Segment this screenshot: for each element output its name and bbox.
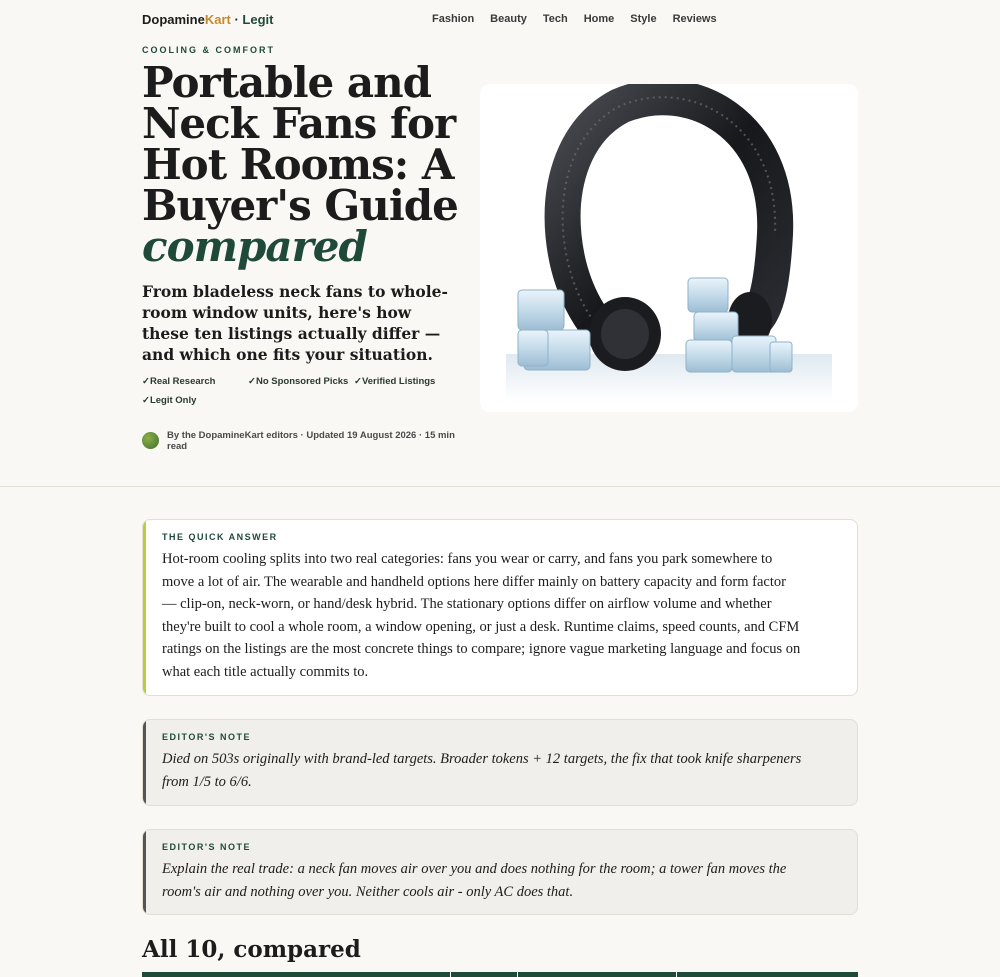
nav-link-beauty[interactable]: Beauty xyxy=(490,13,527,25)
quick-answer-body: Hot-room cooling splits into two real categories: fans you wear or carry, and fans you park somewhere to move a lot of air. The wearable and handheld options here differ mainly on battery capacity and form factor — clip-on, neck-worn, or hand/desk hybrid. The stationary options differ on airflow volume and whether they're built to cool a whole room, a window opening, or just a desk. Runtime claims, speed counts, and CFM ratings on the listings are the most concrete things to compare; ignore vague marketing language and focus on what each title actually commits to. xyxy=(162,551,801,680)
table-column-divider xyxy=(517,972,518,977)
brand-accent: Kart xyxy=(204,12,231,27)
top-nav xyxy=(0,0,1000,40)
title-text: Portable and Neck Fans for Hot Rooms: A Buyer's Guide xyxy=(142,58,458,230)
neck-fan-product-image xyxy=(480,84,858,412)
editors-note-label: EDITOR'S NOTE xyxy=(162,732,251,742)
site-logo[interactable] xyxy=(142,12,273,27)
editors-note-body: Died on 503s originally with brand-led targets. Broader tokens + 12 targets, the fix that took knife sharpeners from 1/5 to 6/6. xyxy=(162,751,802,790)
table-column-divider xyxy=(450,972,451,977)
badge-legit-only: ✓Legit Only xyxy=(142,395,197,406)
brand-name: Dopamine xyxy=(142,12,205,27)
nav-link-home[interactable]: Home xyxy=(583,13,615,25)
editors-note-label: EDITOR'S NOTE xyxy=(162,842,251,852)
badge-verified-listings: ✓Verified Listings xyxy=(354,376,436,387)
editors-note-2 xyxy=(142,829,858,915)
brand-separator: · xyxy=(230,12,243,27)
nav-link-fashion[interactable]: Fashion xyxy=(432,13,475,25)
comparison-table-header xyxy=(142,972,858,977)
quick-answer-card xyxy=(142,519,858,696)
editor-avatar xyxy=(142,432,159,449)
category-kicker: COOLING & COMFORT xyxy=(142,45,275,55)
byline-text: By the DopamineKart editors · Updated 19 August 2026 · 15 min read xyxy=(167,430,455,452)
trust-badges xyxy=(142,376,462,406)
byline xyxy=(142,430,462,452)
badge-no-sponsored: ✓No Sponsored Picks xyxy=(248,376,349,387)
hero-image xyxy=(480,84,858,412)
editors-note-body: Explain the real trade: a neck fan moves air over you and does nothing for the room; a tower fan moves the room's air and nothing over you. Neither cools air - only AC does that. xyxy=(162,861,787,900)
article-hero xyxy=(0,40,1000,486)
nav-link-reviews[interactable]: Reviews xyxy=(672,13,717,25)
badge-real-research: ✓Real Research xyxy=(142,376,216,387)
article-title xyxy=(142,58,472,271)
table-column-divider xyxy=(676,972,677,977)
nav-links xyxy=(432,13,717,25)
nav-link-style[interactable]: Style xyxy=(630,13,657,25)
title-emphasis: compared xyxy=(142,222,367,271)
comparison-heading: All 10, compared xyxy=(142,936,361,963)
quick-answer-label: THE QUICK ANSWER xyxy=(162,532,278,542)
editors-note-1 xyxy=(142,719,858,806)
nav-link-tech[interactable]: Tech xyxy=(542,13,568,25)
brand-legit: Legit xyxy=(242,12,274,27)
section-divider xyxy=(0,486,1000,487)
article-dek: From bladeless neck fans to whole-room window units, here's how these ten listings actually differ — and which one fits your situation. xyxy=(142,282,448,364)
